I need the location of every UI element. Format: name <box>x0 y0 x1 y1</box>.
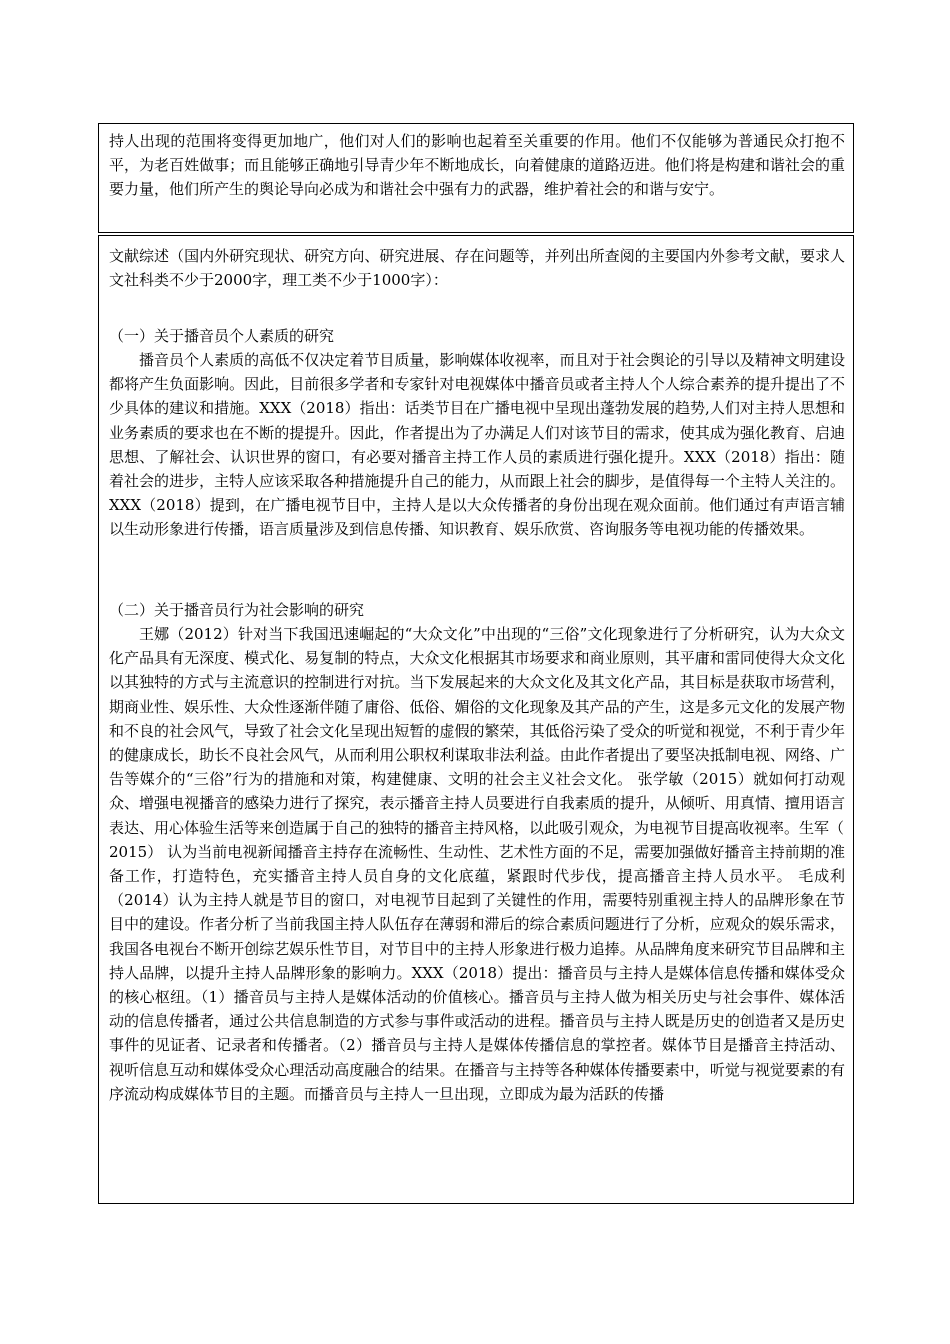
section-heading-2: （二）关于播音员行为社会影响的研究 <box>109 601 365 619</box>
review-instructions: 文献综述（国内外研究现状、研究方向、研究进展、存在问题等，并列出所查阅的主要国内外参考文献，要求人文社科类不少于2000字，理工类不少于1000字）： <box>109 247 845 290</box>
continuation-paragraph: 持人出现的范围将变得更加地广，他们对人们的影响也起着至关重要的作用。他们不仅能够为普通民众打抱不平，为老百姓做事；而且能够正确地引导青少年不断地成长，向着健康的道路迈进。他们将是构建和谐社会的重要力量，他们所产生的舆论导向必成为和谐社会中强有力的武器，维护着社会的和谐与安宁。 <box>109 132 845 199</box>
table-cell-literature-review <box>98 235 854 1204</box>
section-body-1: 播音员个人素质的高低不仅决定着节目质量，影响媒体收视率，而且对于社会舆论的引导以及精神文明建设都将产生负面影响。因此，目前很多学者和专家针对电视媒体中播音员或者主持人个人综合素养的提升提出了不少具体的建议和措施。XXX（2018）指出：话类节目在广播电视中呈现出蓬勃发展的趋势,人们对主持人思想和业务素质的要求也在不断的提提升。因此，作者提出为了办满足人们对该节目的需求，使其成为强化教育、启迪思想、了解社会、认识世界的窗口，有必要对播音主持工作人员的素质进行强化提升。XXX（2018）指出：随着社会的进步，主特人应该采取各种措施提升自己的能力，从而跟上社会的脚步，是值得每一个主特人关注的。XXX（2018）提到，在广播电视节目中，主持人是以大众传播者的身份出现在观众面前。他们通过有声语言辅以生动形象进行传播，语言质量涉及到信息传播、知识教育、娱乐欣赏、咨询服务等电视功能的传播效果。 <box>109 351 845 539</box>
section-body-2-part-b: 2015） 认为当前电视新闻播音主持存在流畅性、生动性、艺术性方面的不足，需要加强做好播音主持前期的准备工作，打造特色，充实播音主持人员自身的文化底蕴，紧跟时代步伐，提高播音主持人员水平。 毛成利（2014）认为主持人就是节目的窗口，对电视节目起到了关键性的作用，需要特别重视主持人的品牌形象在节目中的建设。作者分析了当前我国主持人队伍存在薄弱和滞后的综合素质问题进行了分析，应观众的娱乐需求，我国各电视台不断开创综艺娱乐性节目，对节目中的主持人形象进行极力追捧。从品牌角度来研究节目品牌和主持人品牌，以提升主持人品牌形象的影响力。XXX（2018）提出：播音员与主持人是媒体信息传播和媒体受众的核心枢纽。（1）播音员与主持人是媒体活动的价值核心。播音员与主持人做为相关历史与社会事件、媒体活动的信息传播者，通过公共信息制造的方式参与事件或活动的进程。播音员与主持人既是历史的创造者又是历史事件的见证者、记录者和传播者。（2）播音员与主持人是媒体传播信息的掌控者。媒体节目是播音主持活动、视听信息互动和媒体受众心理活动高度融合的结果。在播音与主持等各种媒体传播要素中，听觉与视觉要素的有序流动构成媒体节目的主题。而播音员与主持人一旦出现，立即成为最为活跃的传播 <box>109 842 845 1103</box>
section-body-2-part-a: 王娜（2012）针对当下我国迅速崛起的“大众文化”中出现的“三俗”文化现象进行了分析研究，认为大众文化产品具有无深度、模式化、易复制的特点，大众文化根据其市场要求和商业原则，其平庸和雷同使得大众文化以其独特的方式与主流意识的控制进行对抗。当下发展起来的大众文化及其文化产品，其目标是获取市场营利，期商业性、娱乐性、大众性逐渐伴随了庸俗、低俗、媚俗的文化现象及其产品的产生，这是多元文化的发展产物和不良的社会风气，导致了社会文化呈现出短暂的虚假的繁荣，其低俗污染了受众的听觉和视觉，不利于青少年的健康成长，助长不良社会风气，从而利用公职权利谋取非法利益。由此作者提出了要坚决抵制电视、网络、广告等媒介的“三俗”行为的措施和对策，构建健康、文明的社会主义社会文化。 张学敏（2015）就如何打动观众、增强电视播音的感染力进行了探究，表示播音主持人员要进行自我素质的提升，从倾听、用真情、擅用语言表达、用心体验生活等来创造属于自己的独特的播音主持风格，以此吸引观众，为电视节目提高收视率。生军（ <box>109 625 845 837</box>
table-cell-continuation <box>98 123 854 233</box>
section-body-2 <box>109 622 845 1106</box>
section-heading-1: （一）关于播音员个人素质的研究 <box>109 327 335 345</box>
